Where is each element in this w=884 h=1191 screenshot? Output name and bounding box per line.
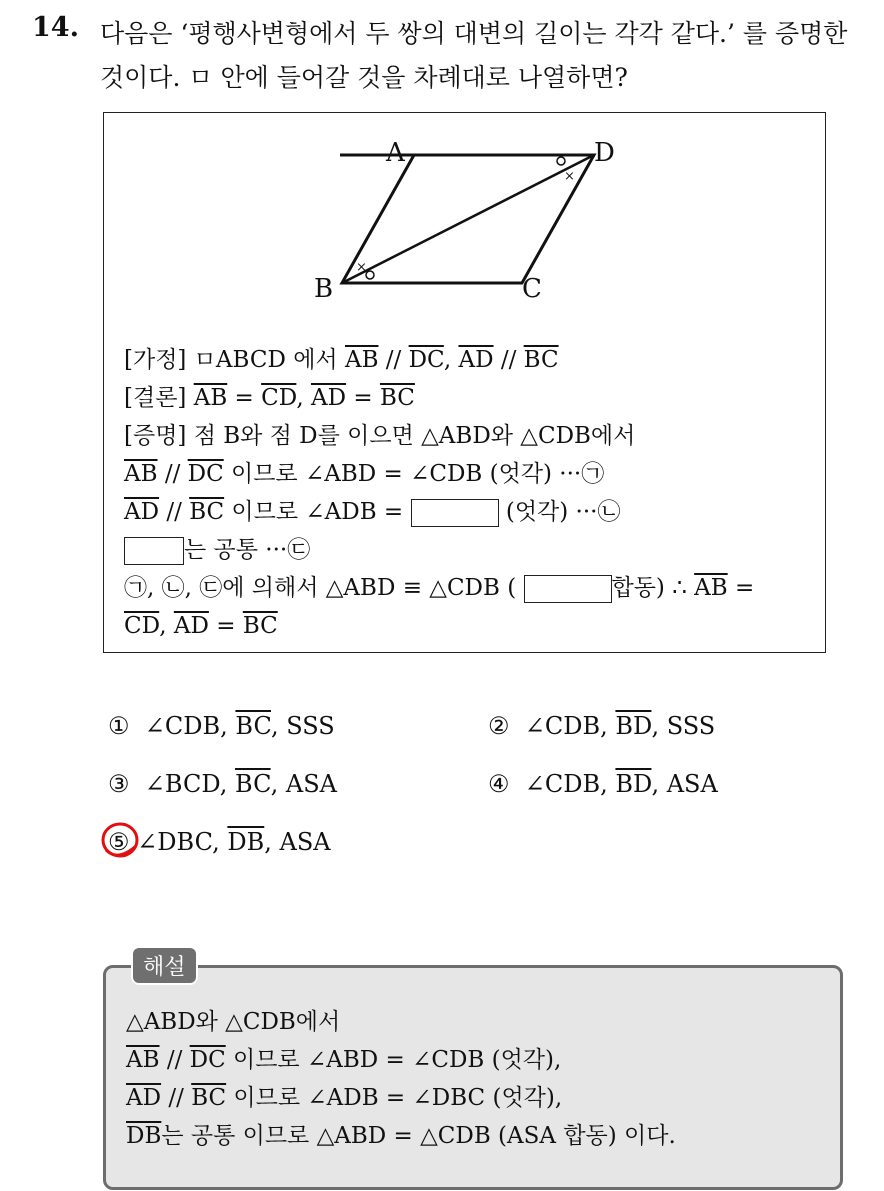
proof-step-intro: [증명] 점 B와 점 D를 이으면 △ABD와 △CDB에서 bbox=[124, 423, 636, 449]
label-b: B bbox=[314, 274, 334, 304]
diagonal-bd bbox=[342, 155, 594, 283]
question-line-2: 것이다. ㅁ 안에 들어갈 것을 차례대로 나열하면? bbox=[100, 63, 628, 92]
choice-3[interactable]: ③ ∠BCD, $\overline{BC}$, ASA bbox=[108, 770, 337, 798]
question-line-1: 다음은 ‘평행사변형에서 두 쌍의 대변의 길이는 각각 같다.’ 를 증명한 bbox=[100, 19, 848, 48]
question-text bbox=[100, 12, 870, 100]
explanation-box bbox=[103, 965, 843, 1190]
proof-step-4: ㉠, ㉡, ㉢에 의해서 △ABD ≡ △CDB ( 합동) ∴ $\overline{AB}$ = bbox=[124, 575, 755, 601]
proof-box bbox=[103, 112, 826, 653]
label-a: A bbox=[386, 138, 405, 168]
blank-3 bbox=[524, 575, 612, 603]
choice-4[interactable]: ④ ∠CDB, $\overline{BD}$, ASA bbox=[488, 770, 718, 798]
explanation-tag: 해설 bbox=[131, 946, 198, 985]
parallelogram-diagram bbox=[104, 113, 824, 313]
label-c: C bbox=[522, 274, 542, 304]
label-d: D bbox=[594, 138, 615, 168]
proof-step-2: $\overline{AD} // \overline{BC}$ 이므로 ∠ADB = (엇각) ···㉡ bbox=[124, 499, 621, 525]
explanation-line-1: △ABD와 △CDB에서 bbox=[126, 1009, 341, 1035]
proof-step-5: $\overline{CD}$, $\overline{AD} = \overline{BC}$ bbox=[124, 613, 278, 639]
choice-5[interactable]: ⑤ ∠DBC, $\overline{DB}$, ASA bbox=[108, 828, 331, 856]
explanation-line-4: $\overline{DB}$는 공통 이므로 △ABD = △CDB (ASA 합동) 이다. bbox=[126, 1123, 676, 1149]
question-number: 14. bbox=[32, 12, 79, 43]
proof-hypothesis: [가정] ㅁABCD 에서 $\overline{AB} // \overline{DC}$, $\overline{AD} // \overline{BC}$ bbox=[124, 347, 559, 373]
mark-x-d: × bbox=[564, 169, 575, 184]
explanation-text bbox=[126, 1003, 676, 1155]
proof-step-3: 는 공통 ···㉢ bbox=[124, 531, 814, 569]
proof-conclusion: [결론] $\overline{AB} = \overline{CD}$, $\overline{AD} = \overline{BC}$ bbox=[124, 385, 415, 411]
proof-step-1: $\overline{AB} // \overline{DC}$ 이므로 ∠ABD = ∠CDB (엇각) ···㉠ bbox=[124, 461, 605, 487]
mark-o-d bbox=[557, 157, 565, 165]
answer-circle-mark bbox=[98, 816, 148, 866]
mark-x-b: × bbox=[356, 260, 367, 275]
explanation-line-2: $\overline{AB} // \overline{DC}$ 이므로 ∠ABD = ∠CDB (엇각), bbox=[126, 1047, 562, 1073]
choice-1[interactable]: ① ∠CDB, $\overline{BC}$, SSS bbox=[108, 712, 335, 740]
proof-text bbox=[124, 341, 814, 645]
blank-2 bbox=[124, 537, 184, 565]
choice-2[interactable]: ② ∠CDB, $\overline{BD}$, SSS bbox=[488, 712, 716, 740]
mark-o-b bbox=[366, 271, 374, 279]
blank-1 bbox=[411, 499, 499, 527]
explanation-line-3: $\overline{AD} // \overline{BC}$ 이므로 ∠ADB = ∠DBC (엇각), bbox=[126, 1085, 563, 1111]
